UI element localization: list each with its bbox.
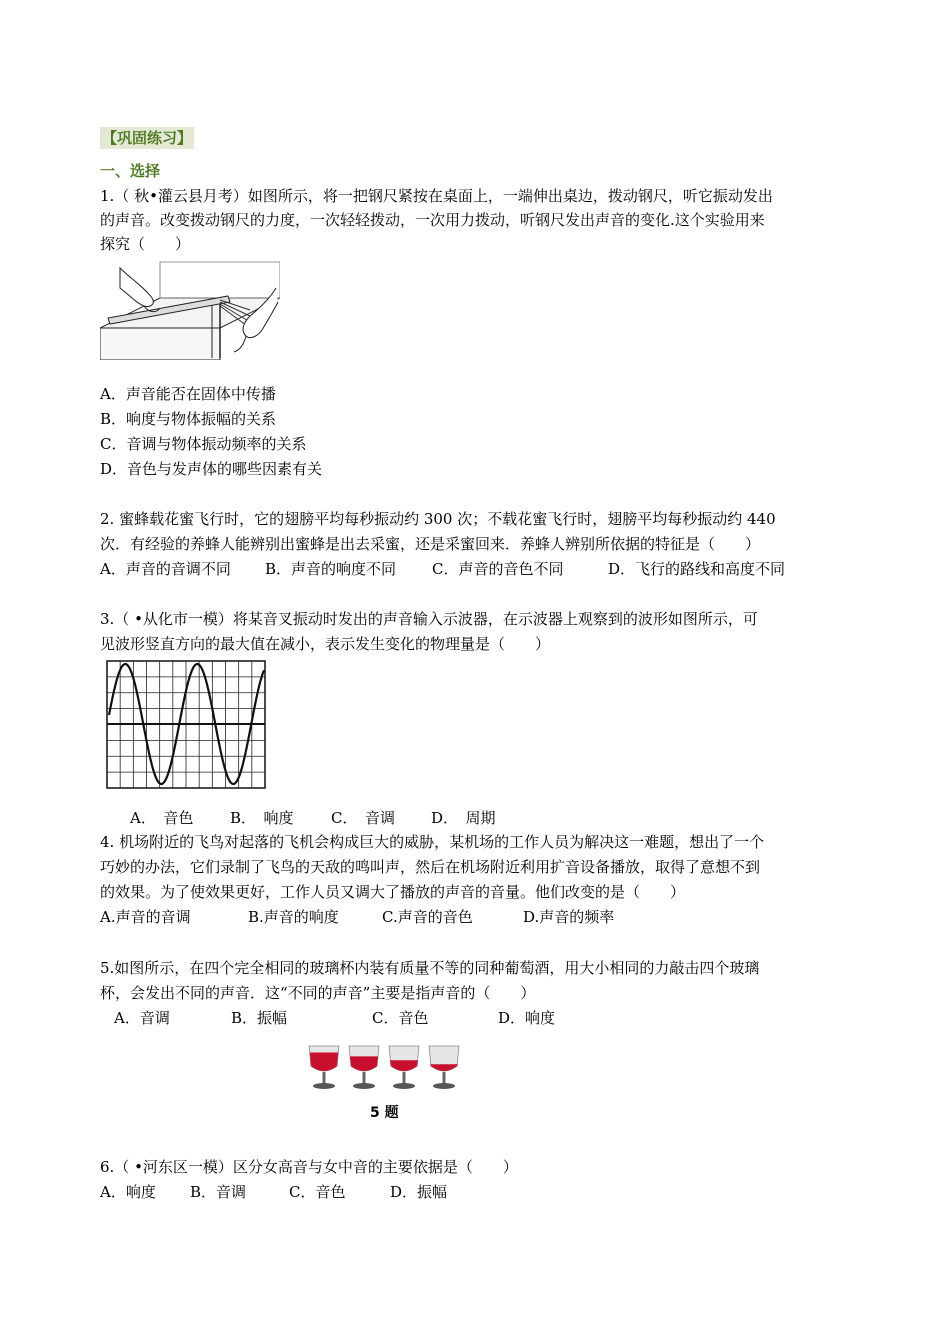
q1-text-line1: 1.（ 秋•灌云县月考）如图所示，将一把钢尺紧按在桌面上，一端伸出桌边，拨动钢尺，听它振动发出 [100, 187, 773, 205]
q4-option-c: C.声音的音色 [382, 908, 473, 926]
q2-text-line2: 次．有经验的养蜂人能辨别出蜜蜂是出去采蜜，还是采蜜回来．养蜂人辨别所依据的特征是（ ） [100, 535, 761, 553]
q5-options [114, 1006, 555, 1030]
q4-text-line3: 的效果。为了使效果更好，工作人员又调大了播放的声音的音量。他们改变的是（ ） [100, 883, 686, 901]
wine-fill [390, 1060, 418, 1071]
section-tag: 【巩固练习】 [102, 129, 193, 147]
ruler-table-illustration [100, 258, 280, 360]
wine-glass-stem [403, 1072, 406, 1084]
q2-option-c: C．声音的音色不同 [432, 560, 564, 578]
wine-glass-stem [323, 1072, 326, 1084]
section-subhead: 一、选择 [100, 162, 161, 180]
q1-option-c: C．音调与物体振动频率的关系 [100, 435, 307, 453]
q5-figure-caption: 5 题 [370, 1105, 399, 1121]
wine-glass-stem [363, 1072, 366, 1084]
q3-options [130, 806, 496, 830]
q6-option-a: A．响度 [100, 1183, 156, 1201]
q6-text-line1: 6.（ •河东区一模）区分女高音与女中音的主要依据是（ ） [100, 1158, 518, 1176]
wine-fill [350, 1056, 378, 1071]
q5-text-line2: 杯，会发出不同的声音．这“不同的声音”主要是指声音的（ ） [100, 984, 536, 1002]
q4-text-line1: 4. 机场附近的飞鸟对起落的飞机会构成巨大的威胁，某机场的工作人员为解决这一难题，想出了一个 [100, 833, 765, 851]
wine-fill [430, 1064, 458, 1071]
q3-text-line2: 见波形竖直方向的最大值在减小，表示发生变化的物理量是（ ） [100, 635, 551, 653]
q6-options [100, 1180, 447, 1204]
q1-option-b: B．响度与物体振幅的关系 [100, 410, 277, 428]
q6-option-d: D．振幅 [390, 1183, 448, 1201]
q4-option-a: A.声音的音调 [100, 908, 191, 926]
wine-glass-stem [443, 1072, 446, 1084]
q1-option-d: D．音色与发声体的哪些因素有关 [100, 460, 323, 478]
oscilloscope-waveform [106, 660, 268, 790]
q5-option-b: B．振幅 [231, 1009, 288, 1027]
q3-option-a: A． 音色 [130, 809, 194, 827]
q2-option-a: A．声音的音调不同 [100, 560, 231, 578]
q4-text-line2: 巧妙的办法，它们录制了飞鸟的天敌的鸣叫声，然后在机场附近利用扩音设备播放，取得了意想不到 [100, 858, 761, 876]
wine-glass-base [353, 1083, 375, 1089]
q1-option-a: A．声音能否在固体中传播 [100, 385, 276, 403]
q2-options [100, 557, 785, 581]
q6-option-b: B．音调 [190, 1183, 247, 1201]
q1-text-line2: 的声音。改变拨动钢尺的力度，一次轻轻拨动，一次用力拨动，听钢尺发出声音的变化.这个实验用来 [100, 211, 765, 229]
q2-option-b: B．声音的响度不同 [265, 560, 397, 578]
q3-option-d: D． 周期 [431, 809, 496, 827]
q3-option-b: B． 响度 [230, 809, 294, 827]
q4-options [100, 905, 614, 929]
wine-glass-base [393, 1083, 415, 1089]
q2-text-line1: 2. 蜜蜂载花蜜飞行时，它的翅膀平均每秒振动约 300 次；不载花蜜飞行时，翅膀平均每秒振动约 440 [100, 510, 776, 528]
q5-option-c: C．音色 [372, 1009, 429, 1027]
q5-option-d: D．响度 [498, 1009, 556, 1027]
wine-glasses-illustration [305, 1044, 465, 1094]
q4-option-d: D.声音的频率 [523, 908, 615, 926]
q2-option-d: D．飞行的路线和高度不同 [608, 560, 786, 578]
q3-option-c: C． 音调 [331, 809, 395, 827]
q4-option-b: B.声音的响度 [248, 908, 339, 926]
q1-text-line3: 探究（ ） [100, 235, 191, 253]
wine-glass-base [313, 1083, 335, 1089]
wine-glass-base [433, 1083, 455, 1089]
q3-text-line1: 3.（ •从化市一模）将某音叉振动时发出的声音输入示波器，在示波器上观察到的波形如图所示，可 [100, 610, 758, 628]
q5-option-a: A．音调 [114, 1009, 170, 1027]
q5-text-line1: 5.如图所示，在四个完全相同的玻璃杯内装有质量不等的同种葡萄酒，用大小相同的力敲击四个玻璃 [100, 959, 760, 977]
q6-option-c: C．音色 [289, 1183, 346, 1201]
